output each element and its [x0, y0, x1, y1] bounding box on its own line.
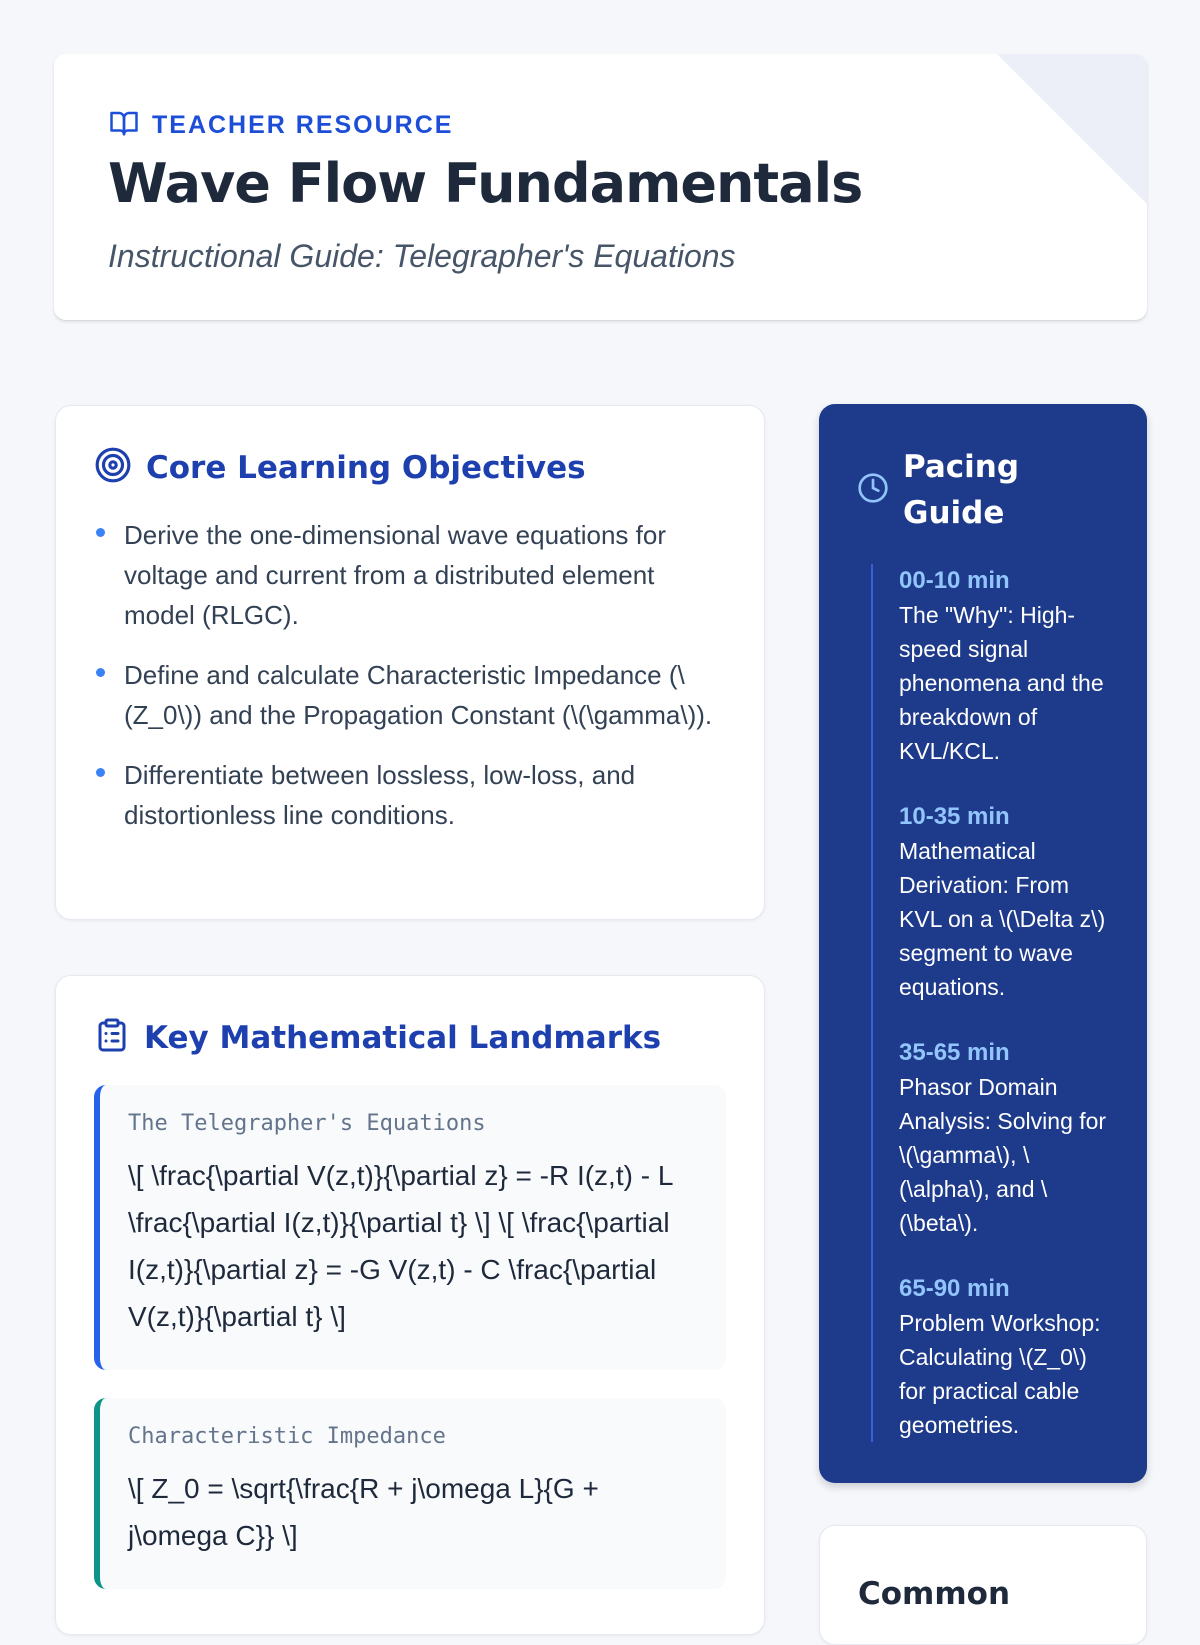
landmarks-heading: [94, 1016, 726, 1059]
objectives-heading: [94, 446, 726, 489]
clock-icon: [857, 472, 889, 509]
timeline-description: Phasor Domain Analysis: Solving for \(\gamma\), \(\alpha\), and \(\beta\).: [899, 1074, 1107, 1236]
landmarks-title: Key Mathematical Landmarks: [144, 1019, 662, 1056]
timeline-time: 65-90 min: [899, 1275, 1010, 1302]
pacing-title: Pacing Guide: [903, 449, 1020, 531]
timeline-time: 10-35 min: [899, 803, 1010, 830]
timeline-item: [899, 1272, 1109, 1442]
list-item: Derive the one-dimensional wave equations for voltage and current from a distributed element model (RLGC).: [94, 515, 726, 635]
corner-decoration: [997, 54, 1147, 204]
formula-block: [94, 1398, 726, 1589]
pacing-timeline: [871, 564, 1109, 1442]
timeline-item: [899, 564, 1109, 768]
formula-block: [94, 1085, 726, 1370]
page-title: Wave Flow Fundamentals: [108, 152, 863, 215]
timeline-description: The "Why": High-speed signal phenomena and the breakdown of KVL/KCL.: [899, 602, 1104, 764]
target-icon: [94, 446, 132, 489]
timeline-time: 00-10 min: [899, 567, 1010, 594]
timeline-item: [899, 1036, 1109, 1240]
landmarks-card: [55, 975, 765, 1635]
objectives-card: [55, 405, 765, 920]
timeline-time: 35-65 min: [899, 1039, 1010, 1066]
clipboard-list-icon: [94, 1016, 130, 1059]
objectives-title: Core Learning Objectives: [146, 449, 586, 486]
eyebrow: [108, 108, 453, 143]
pitfalls-title: Common: [858, 1576, 1011, 1612]
formula-label: Characteristic Impedance: [128, 1424, 446, 1449]
book-open-icon: [108, 108, 140, 143]
formula-text: \[ \frac{\partial V(z,t)}{\partial z} = -R I(z,t) - L \frac{\partial I(z,t)}{\partial t} \] \[ \frac{\partial I(z,t)}{\partial z} = -G V(z,t) - C \frac{\partial V(z,t)}{\partial t} \]: [128, 1160, 673, 1332]
pacing-card: [819, 404, 1147, 1483]
timeline-item: [899, 800, 1109, 1004]
timeline-description: Problem Workshop: Calculating \(Z_0\) for practical cable geometries.: [899, 1310, 1101, 1438]
list-item: Differentiate between lossless, low-loss, and distortionless line conditions.: [94, 755, 726, 835]
header-card: [54, 54, 1147, 320]
pacing-heading: [857, 444, 1109, 536]
objectives-list: [94, 515, 726, 835]
formula-label: The Telegrapher's Equations: [128, 1111, 486, 1136]
eyebrow-label: TEACHER RESOURCE: [152, 111, 454, 139]
formula-text: \[ Z_0 = \sqrt{\frac{R + j\omega L}{G + j\omega C}} \]: [128, 1473, 599, 1551]
timeline-description: Mathematical Derivation: From KVL on a \(\Delta z\) segment to wave equations.: [899, 838, 1106, 1000]
pitfalls-card: [819, 1525, 1147, 1645]
page-subtitle: Instructional Guide: Telegrapher's Equations: [108, 238, 736, 274]
list-item: Define and calculate Characteristic Impedance (\(Z_0\)) and the Propagation Constant (\(\gamma\)).: [94, 655, 726, 735]
